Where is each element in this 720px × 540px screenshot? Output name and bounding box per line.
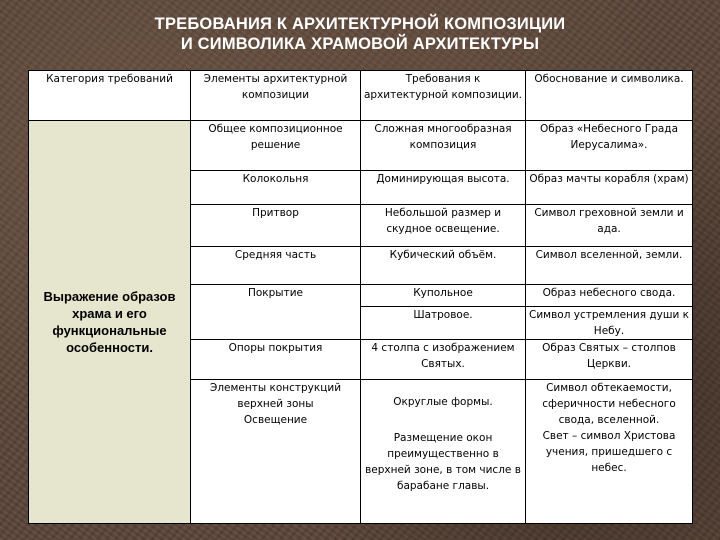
- symbol-tent: Символ устремления души к Небу.: [526, 307, 693, 340]
- header-symbolism: Обоснование и символика.: [526, 71, 693, 121]
- requirement-general: Сложная многообразная композиция: [361, 121, 526, 171]
- symbol-supports: Образ Святых – столпов Церкви.: [526, 340, 693, 380]
- category-cell: Выражение образов храма и его функциональные особенности.: [29, 121, 191, 524]
- symbol-narthex: Символ греховной земли и ада.: [526, 205, 693, 247]
- symbol-upper-zone: Символ обтекаемости, сферичности небесного свода, вселенной.: [542, 382, 676, 426]
- requirement-lighting: Размещение окон преимущественно в верхней зоне, в том числе в барабане главы.: [365, 432, 521, 492]
- element-upper-zone: Элементы конструкций верхней зоны: [209, 382, 342, 410]
- requirement-tent: Шатровое.: [361, 307, 526, 340]
- requirement-bell-tower: Доминирующая высота.: [361, 171, 526, 205]
- requirement-upper-zone: Округлые формы.: [393, 396, 493, 408]
- requirement-supports: 4 столпа с изображением Святых.: [361, 340, 526, 380]
- element-narthex: Притвор: [191, 205, 361, 247]
- requirement-middle-part: Кубический объём.: [361, 247, 526, 285]
- title-line-1: ТРЕБОВАНИЯ К АРХИТЕКТУРНОЙ КОМПОЗИЦИИ: [154, 15, 566, 33]
- requirement-upper-zone-lighting: [361, 380, 526, 524]
- symbol-upper-zone-lighting: [526, 380, 693, 524]
- element-supports: Опоры покрытия: [191, 340, 361, 380]
- slide-title: [0, 14, 720, 54]
- symbol-lighting: Свет – символ Христова учения, пришедшего с небес.: [542, 430, 676, 474]
- header-category: Категория требований: [29, 71, 191, 121]
- title-line-2: И СИМВОЛИКА ХРАМОВОЙ АРХИТЕКТУРЫ: [180, 35, 540, 53]
- element-upper-zone-lighting: [191, 380, 361, 524]
- element-roof: Покрытие: [191, 285, 361, 340]
- symbol-middle-part: Символ вселенной, земли.: [526, 247, 693, 285]
- table-header-row: [29, 71, 693, 121]
- symbol-bell-tower: Образ мачты корабля (храм): [526, 171, 693, 205]
- symbol-general: Образ «Небесного Града Иерусалима».: [526, 121, 693, 171]
- requirement-narthex: Небольшой размер и скудное освещение.: [361, 205, 526, 247]
- element-general: Общее композиционное решение: [191, 121, 361, 171]
- header-requirements: Требования к архитектурной композиции.: [361, 71, 526, 121]
- element-middle-part: Средняя часть: [191, 247, 361, 285]
- requirement-dome: Купольное: [361, 285, 526, 307]
- symbol-dome: Образ небесного свода.: [526, 285, 693, 307]
- header-elements: Элементы архитектурной композиции: [191, 71, 361, 121]
- element-lighting: Освещение: [243, 414, 308, 426]
- requirements-table: [28, 70, 693, 524]
- element-bell-tower: Колокольня: [191, 171, 361, 205]
- table-row: [29, 121, 693, 171]
